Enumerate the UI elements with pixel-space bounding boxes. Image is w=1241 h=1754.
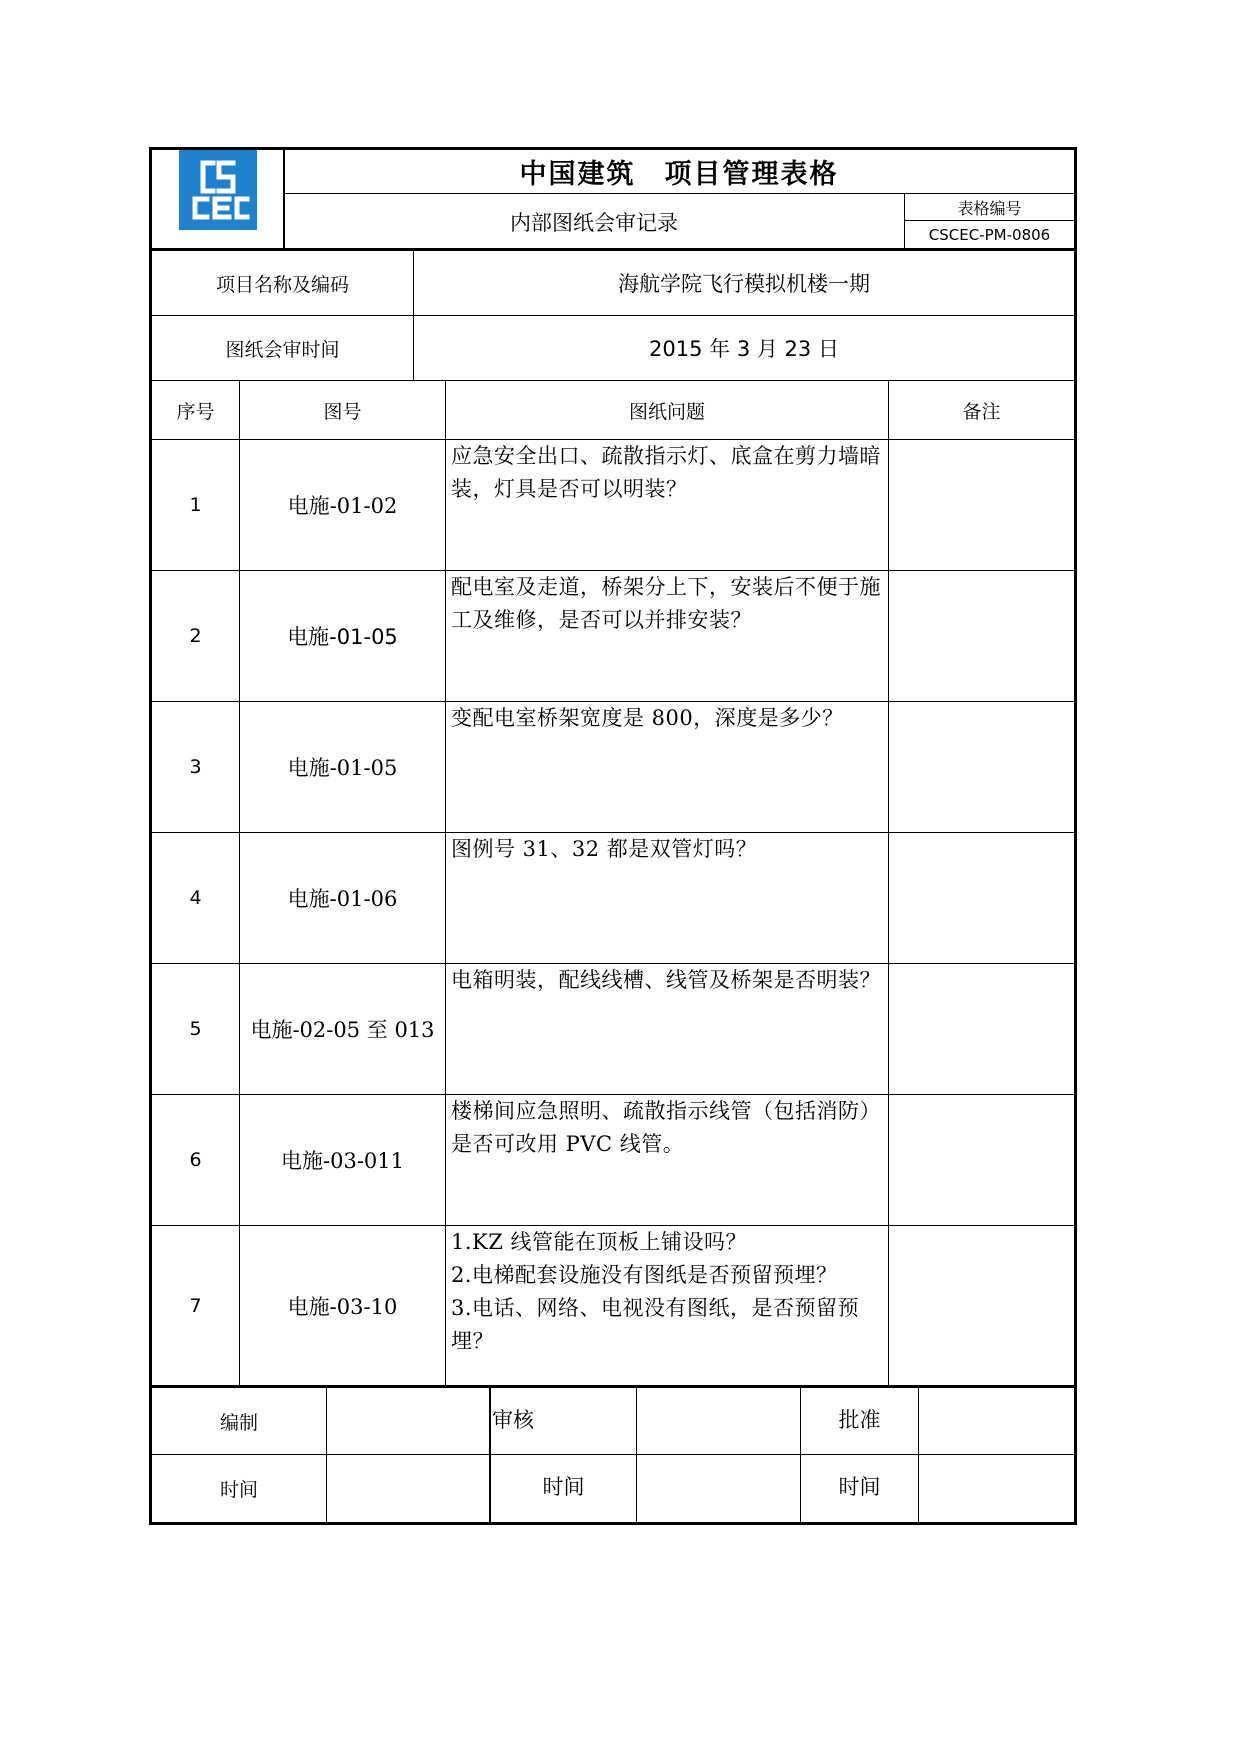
row3-drawing: 电施-01-05 [287, 756, 398, 780]
form-no-label: 表格编号 [957, 198, 1022, 218]
compile-time-label: 时间 [219, 1479, 258, 1501]
approve-field[interactable] [919, 1388, 1074, 1454]
compile-time-field[interactable] [327, 1455, 489, 1522]
row2-remark [889, 571, 1074, 701]
frame-bottom [149, 1522, 1077, 1525]
compile-label: 编制 [219, 1411, 258, 1434]
date-value: 2015 年 3 月 23 日 [649, 337, 839, 361]
form-title: 中国建筑 项目管理表格 [519, 159, 839, 190]
compile-field[interactable] [327, 1388, 489, 1454]
approve-time-label: 时间 [838, 1475, 881, 1499]
row7-issue-line-2: 2.电梯配套设施没有图纸是否预留预埋？ [451, 1263, 838, 1287]
row7-issue-line-3: 3.电话、网络、电视没有图纸，是否预留预埋？ [451, 1296, 860, 1353]
form-subtitle: 内部图纸会审记录 [510, 210, 678, 235]
row7-issue-line-1: 1.KZ 线管能在顶板上铺设吗？ [451, 1230, 747, 1254]
row2-no: 2 [189, 625, 202, 647]
row1-issue: 应急安全出口、疏散指示灯、底盒在剪力墙暗装，灯具是否可以明装？ [451, 444, 881, 501]
col-header-remark: 备注 [962, 400, 1001, 423]
col-header-no: 序号 [176, 400, 215, 423]
row4-drawing: 电施-01-06 [287, 887, 398, 911]
col-header-issue: 图纸问题 [628, 400, 705, 423]
frame-right [1074, 147, 1077, 1524]
row5-issue: 电箱明装，配线线槽、线管及桥架是否明装？ [451, 968, 881, 992]
form-no-value: CSCEC-PM-0806 [928, 226, 1051, 244]
row6-remark [889, 1095, 1074, 1225]
row3-issue: 变配电室桥架宽度是 800，深度是多少？ [451, 706, 844, 730]
row1-drawing: 电施-01-02 [287, 494, 398, 518]
approve-label: 批准 [838, 1408, 881, 1432]
row7-drawing: 电施-03-10 [287, 1295, 398, 1319]
row6-issue: 楼梯间应急照明、疏散指示线管（包括消防）是否可改用 PVC 线管。 [451, 1099, 881, 1156]
row2-issue: 配电室及走道，桥架分上下，安装后不便于施工及维修，是否可以并排安装？ [451, 575, 881, 632]
review-label: 审核 [492, 1408, 534, 1432]
cscec-logo [179, 150, 257, 230]
review-time-field[interactable] [637, 1455, 800, 1522]
row5-remark [889, 964, 1074, 1094]
date-label: 图纸会审时间 [225, 338, 340, 361]
row6-no: 6 [189, 1149, 202, 1171]
approve-time-field[interactable] [919, 1455, 1074, 1522]
row2-drawing: 电施-01-05 [287, 625, 398, 649]
cscec-logo-icon [183, 155, 253, 225]
row4-issue: 图例号 31、32 都是双管灯吗？ [451, 837, 758, 861]
row5-drawing: 电施-02-05 至 013 [250, 1018, 435, 1042]
row3-remark [889, 702, 1074, 832]
row4-remark [889, 833, 1074, 963]
row6-drawing: 电施-03-011 [281, 1149, 404, 1173]
project-value: 海航学院飞行模拟机楼一期 [618, 272, 870, 296]
row7-remark [889, 1226, 1074, 1386]
row1-no: 1 [189, 494, 202, 516]
row4-no: 4 [189, 887, 202, 909]
col-header-drawing: 图号 [323, 400, 362, 423]
project-label: 项目名称及编码 [215, 273, 349, 296]
row5-no: 5 [189, 1018, 202, 1040]
review-field[interactable] [637, 1388, 800, 1454]
row7-no: 7 [189, 1295, 202, 1317]
row1-remark [889, 440, 1074, 570]
col-line-2 [445, 381, 446, 1386]
review-time-label: 时间 [542, 1475, 585, 1499]
row3-no: 3 [189, 756, 202, 778]
